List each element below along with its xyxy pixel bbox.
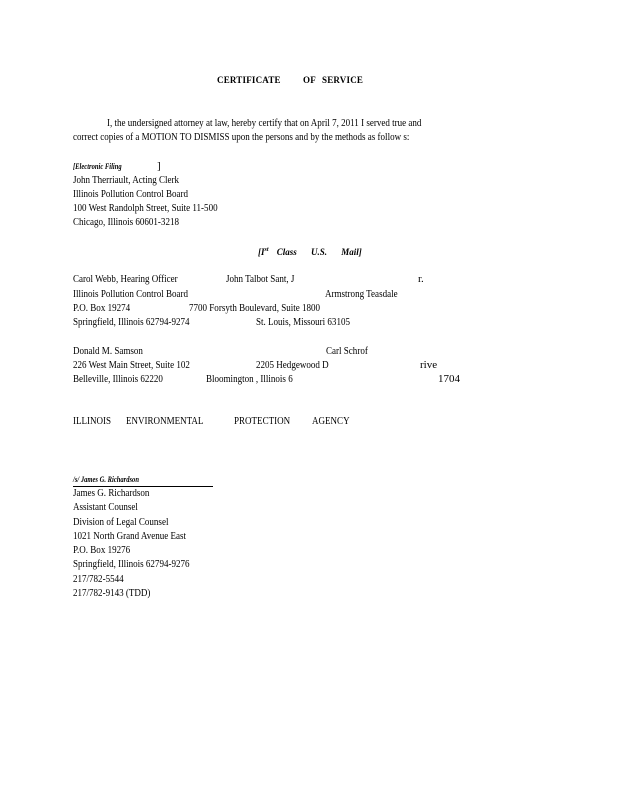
electronic-line-4-text: Chicago, Illinois 60601-3218 <box>73 216 179 228</box>
recipient-samson-line-1-text: Donald M. Samson <box>73 345 143 357</box>
certificate-title-word3: SERVICE <box>322 75 364 85</box>
signature-block-line-3 <box>73 516 189 529</box>
electronic-line-1-text: John Therriault, Acting Clerk <box>73 174 180 186</box>
recipient-samson-line-3 <box>73 373 183 386</box>
electronic-filing-text: [Electronic Filing <box>73 162 122 171</box>
electronic-filing-bracket: ] <box>157 160 161 172</box>
signature-block-line-7-text: 217/782-5544 <box>73 573 124 585</box>
electronic-line-1 <box>73 174 202 187</box>
electronic-line-2-text: Illinois Pollution Control Board <box>73 188 189 200</box>
agency-word-3-text: PROTECTION <box>234 415 291 427</box>
recipient-webb-line-2-text: Illinois Pollution Control Board <box>73 288 189 300</box>
signature-block-line-2-text: Assistant Counsel <box>73 501 138 513</box>
electronic-line-4 <box>73 216 202 229</box>
mail-heading-class: Class <box>276 247 297 257</box>
electronic-line-3 <box>73 202 249 215</box>
recipient-schrof-line-3 <box>206 373 312 386</box>
electronic-filing-label <box>73 160 132 173</box>
recipient-sant-line-4 <box>256 316 371 329</box>
electronic-line-2 <box>73 188 213 201</box>
signature-block-line-3-text: Division of Legal Counsel <box>73 516 169 528</box>
recipient-sant-line-3-text: 7700 Forsyth Boulevard, Suite 1800 <box>189 302 321 314</box>
recipient-sant-line-1-text: John Talbot Sant, J <box>226 273 295 285</box>
agency-word-2-text: ENVIRONMENTAL <box>126 415 204 427</box>
recipient-schrof-line-1-text: Carl Schrof <box>326 345 368 357</box>
signature-block-line-4-text: 1021 North Grand Avenue East <box>73 530 187 542</box>
recipient-sant-line-2 <box>325 288 414 301</box>
signature-block-line-5 <box>73 544 143 557</box>
signature-block-line-5-text: P.O. Box 19276 <box>73 544 131 556</box>
signature-block-line-1-text: James G. Richardson <box>73 487 150 499</box>
recipient-sant-line-2-text: Armstrong Teasdale <box>325 288 398 300</box>
intro-line-2-text: correct copies of a MOTION TO DISMISS upon the persons and by the methods as follow s: <box>73 131 410 143</box>
intro-line-1-text: I, the undersigned attorney at law, hereby certify that on April 7, 2011 I served true and <box>107 117 422 129</box>
recipient-webb-line-1 <box>73 273 201 286</box>
recipient-schrof-line-2-text: 2205 Hedgewood D <box>256 359 329 371</box>
recipient-webb-line-3-text: P.O. Box 19274 <box>73 302 131 314</box>
intro-line-2 <box>73 131 483 144</box>
signature-block-line-1 <box>73 487 166 500</box>
signature-block-line-2 <box>73 501 152 514</box>
mail-heading-a: [I <box>258 247 265 257</box>
agency-word-4 <box>312 415 358 428</box>
signature-block-line-8-text: 217/782-9143 (TDD) <box>73 587 151 599</box>
intro-line-1 <box>107 117 490 130</box>
recipient-webb-line-3 <box>73 302 143 315</box>
electronic-line-3-text: 100 West Randolph Street, Suite 11-500 <box>73 202 218 214</box>
recipient-sant-line-4-text: St. Louis, Missouri 63105 <box>256 316 350 328</box>
mail-heading <box>258 244 362 259</box>
mail-heading-sup: st <box>264 247 269 253</box>
signature <box>73 473 153 486</box>
recipient-schrof-line-1 <box>326 345 377 358</box>
recipient-sant-line-3 <box>189 302 349 315</box>
recipient-sant-suffix: r. <box>418 273 424 285</box>
recipient-samson-line-2-text: 226 West Main Street, Suite 102 <box>73 359 190 371</box>
agency-word-2 <box>126 415 220 428</box>
recipient-schrof-line-3-text: Bloomington , Illinois 6 <box>206 373 293 385</box>
recipient-samson-line-1 <box>73 345 158 358</box>
certificate-title-word2: OF <box>303 75 316 85</box>
signature-block-line-8 <box>73 587 167 600</box>
signature-block-line-7 <box>73 573 135 586</box>
recipient-samson-line-2 <box>73 359 216 372</box>
agency-word-4-text: AGENCY <box>312 415 350 427</box>
mail-heading-us: U.S. <box>311 247 328 257</box>
recipient-schrof-suffix-3: 1704 <box>438 373 460 385</box>
recipient-sant-line-1 <box>226 273 309 286</box>
signature-block-line-4 <box>73 530 211 543</box>
signature-block-line-6 <box>73 558 215 571</box>
signature-block-line-6-text: Springfield, Illinois 62794-9276 <box>73 558 190 570</box>
recipient-webb-line-4-text: Springfield, Illinois 62794-9274 <box>73 316 190 328</box>
certificate-title-word1: CERTIFICATE <box>217 75 281 85</box>
recipient-webb-line-4 <box>73 316 215 329</box>
signature-text: /s/ James G. Richardson <box>73 475 139 484</box>
agency-word-3 <box>234 415 302 428</box>
agency-word-1 <box>73 415 119 428</box>
recipient-schrof-suffix-2: rive <box>420 359 438 371</box>
recipient-webb-line-1-text: Carol Webb, Hearing Officer <box>73 273 178 285</box>
recipient-webb-line-2 <box>73 288 213 301</box>
agency-word-1-text: ILLINOIS <box>73 415 112 427</box>
recipient-samson-line-3-text: Belleville, Illinois 62220 <box>73 373 163 385</box>
recipient-schrof-line-2 <box>256 359 345 372</box>
mail-heading-mail: Mail] <box>341 247 362 257</box>
